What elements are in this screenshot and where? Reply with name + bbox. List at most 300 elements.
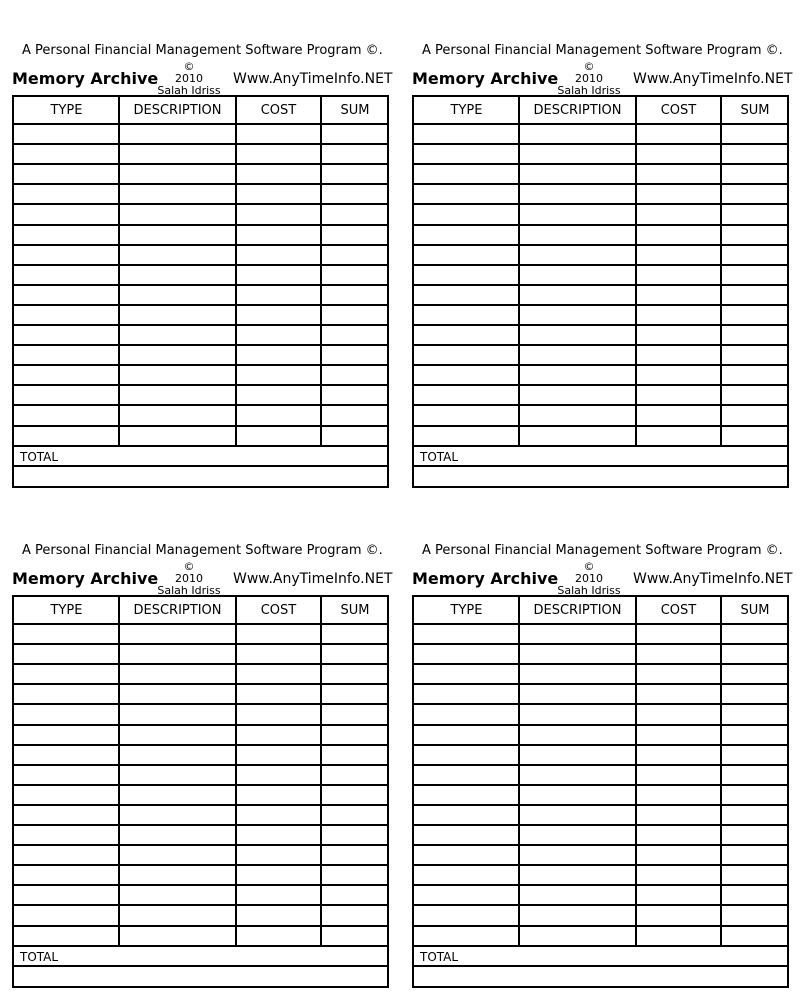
ledger-cell-description [119, 205, 236, 225]
ledger-cell-sum [321, 746, 389, 766]
ledger-cell-description [119, 145, 236, 165]
website-link: Www.AnyTimeInfo.NET [633, 571, 793, 587]
ledger-cell-sum [321, 927, 389, 947]
ledger-cell-description [119, 726, 236, 746]
ledger-cell-type [414, 726, 519, 746]
ledger-cell-cost [236, 346, 321, 366]
ledger-cell-description [519, 246, 636, 266]
ledger-card-bottom-left [12, 538, 393, 998]
ledger-cell-sum [721, 906, 789, 926]
ledger-cell-sum [321, 306, 389, 326]
ledger-cell-type [414, 185, 519, 205]
total-label: TOTAL [420, 449, 459, 464]
website-link: Www.AnyTimeInfo.NET [233, 71, 393, 87]
ledger-cell-description [519, 726, 636, 746]
ledger-cell-type [414, 286, 519, 306]
ledger-cell-cost [636, 427, 721, 447]
ledger-cell-description [519, 366, 636, 386]
ledger-cell-type [14, 125, 119, 145]
ledger-cell-description [119, 326, 236, 346]
copyright-year: 2010 [575, 572, 603, 585]
copyright-symbol: © [183, 60, 195, 73]
ledger-cell-sum [721, 346, 789, 366]
ledger-cell-description [519, 306, 636, 326]
column-header-cost: COST [260, 603, 297, 618]
ledger-table [12, 595, 389, 988]
ledger-cell-sum [721, 386, 789, 406]
column-header-description: DESCRIPTION [133, 103, 222, 118]
ledger-cell-cost [236, 685, 321, 705]
ledger-cell-type [414, 866, 519, 886]
app-title: Memory Archive [412, 69, 559, 88]
column-header-type: TYPE [450, 603, 483, 618]
ledger-cell-description [519, 226, 636, 246]
ledger-cell-sum [721, 165, 789, 185]
ledger-cell-type [414, 266, 519, 286]
ledger-cell-type [14, 185, 119, 205]
tagline: A Personal Financial Management Software Program ©. [22, 543, 383, 558]
ledger-cell-type [414, 125, 519, 145]
ledger-cell-cost [636, 306, 721, 326]
ledger-cell-sum [321, 427, 389, 447]
ledger-cell-cost [636, 766, 721, 786]
ledger-cell-cost [236, 427, 321, 447]
ledger-cell-cost [636, 246, 721, 266]
ledger-cell-description [119, 286, 236, 306]
ledger-cell-sum [721, 665, 789, 685]
ledger-cell-cost [636, 625, 721, 645]
ledger-cell-type [414, 366, 519, 386]
ledger-cell-sum [721, 886, 789, 906]
tagline: A Personal Financial Management Software Program ©. [422, 543, 783, 558]
ledger-cell-sum [721, 266, 789, 286]
ledger-cell-sum [721, 326, 789, 346]
ledger-cell-type [414, 685, 519, 705]
ledger-cell-type [414, 246, 519, 266]
ledger-cell-sum [321, 846, 389, 866]
ledger-cell-description [519, 746, 636, 766]
ledger-cell-type [14, 386, 119, 406]
ledger-cell-description [519, 386, 636, 406]
ledger-cell-description [519, 826, 636, 846]
ledger-cell-cost [236, 806, 321, 826]
ledger-cell-description [119, 746, 236, 766]
ledger-cell-sum [321, 866, 389, 886]
ledger-cell-description [119, 645, 236, 665]
ledger-cell-sum [721, 846, 789, 866]
ledger-cell-cost [236, 826, 321, 846]
ledger-cell-sum [321, 346, 389, 366]
ledger-cell-cost [236, 927, 321, 947]
total-label: TOTAL [420, 949, 459, 964]
total-label: TOTAL [20, 949, 59, 964]
ledger-cell-description [519, 185, 636, 205]
copyright-block [152, 561, 226, 597]
column-header-description: DESCRIPTION [533, 103, 622, 118]
ledger-cell-description [519, 886, 636, 906]
ledger-cell-type [414, 205, 519, 225]
ledger-cell-cost [236, 645, 321, 665]
ledger-cell-type [414, 165, 519, 185]
ledger-cell-cost [636, 746, 721, 766]
ledger-cell-type [14, 786, 119, 806]
ledger-cell-description [119, 306, 236, 326]
ledger-cell-sum [721, 726, 789, 746]
ledger-cell-type [14, 806, 119, 826]
app-title: Memory Archive [12, 569, 159, 588]
ledger-cell-cost [236, 306, 321, 326]
ledger-cell-cost [236, 705, 321, 725]
ledger-cell-type [14, 645, 119, 665]
ledger-cell-cost [636, 645, 721, 665]
ledger-cell-type [14, 406, 119, 426]
ledger-cell-description [119, 625, 236, 645]
ledger-cell-sum [321, 125, 389, 145]
ledger-cell-type [14, 906, 119, 926]
ledger-cell-cost [636, 826, 721, 846]
column-header-sum: SUM [740, 603, 770, 618]
ledger-cell-cost [236, 746, 321, 766]
ledger-cell-cost [236, 366, 321, 386]
ledger-cell-description [519, 685, 636, 705]
ledger-cell-sum [721, 766, 789, 786]
ledger-cell-cost [636, 326, 721, 346]
ledger-cell-description [519, 625, 636, 645]
ledger-cell-description [119, 685, 236, 705]
ledger-cell-type [14, 346, 119, 366]
ledger-cell-cost [636, 226, 721, 246]
ledger-cell-cost [236, 185, 321, 205]
ledger-cell-type [414, 625, 519, 645]
ledger-cell-type [414, 786, 519, 806]
ledger-cell-description [119, 366, 236, 386]
website-link: Www.AnyTimeInfo.NET [233, 571, 393, 587]
ledger-cell-description [519, 427, 636, 447]
ledger-cell-description [519, 786, 636, 806]
ledger-cell-sum [321, 665, 389, 685]
ledger-cell-cost [236, 786, 321, 806]
ledger-table [12, 95, 389, 488]
ledger-cell-sum [321, 226, 389, 246]
ledger-cell-sum [321, 886, 389, 906]
ledger-cell-cost [236, 226, 321, 246]
ledger-cell-sum [321, 246, 389, 266]
ledger-cell-description [519, 645, 636, 665]
ledger-cell-description [519, 705, 636, 725]
ledger-cell-sum [321, 645, 389, 665]
ledger-cell-sum [721, 625, 789, 645]
total-divider [14, 965, 387, 967]
ledger-cell-cost [236, 406, 321, 426]
ledger-cell-description [519, 286, 636, 306]
ledger-cell-description [119, 705, 236, 725]
ledger-cell-type [414, 427, 519, 447]
column-header-description: DESCRIPTION [133, 603, 222, 618]
ledger-cell-sum [721, 246, 789, 266]
ledger-cell-cost [236, 766, 321, 786]
ledger-cell-sum [721, 806, 789, 826]
ledger-cell-sum [321, 205, 389, 225]
column-header-cost: COST [260, 103, 297, 118]
ledger-cell-cost [636, 145, 721, 165]
ledger-cell-type [414, 846, 519, 866]
ledger-cell-cost [636, 806, 721, 826]
ledger-cell-cost [636, 726, 721, 746]
ledger-cell-description [519, 145, 636, 165]
ledger-cell-type [414, 766, 519, 786]
ledger-card-top-right [412, 38, 793, 498]
ledger-cell-cost [636, 386, 721, 406]
column-header-sum: SUM [740, 103, 770, 118]
ledger-cell-description [119, 786, 236, 806]
ledger-table [412, 595, 789, 988]
ledger-cell-type [14, 726, 119, 746]
ledger-cell-description [519, 866, 636, 886]
total-divider [414, 465, 787, 467]
ledger-cell-sum [321, 326, 389, 346]
ledger-cell-description [119, 766, 236, 786]
ledger-cell-description [519, 846, 636, 866]
copyright-block [152, 61, 226, 97]
copyright-year: 2010 [175, 72, 203, 85]
ledger-cell-sum [321, 145, 389, 165]
ledger-cell-description [519, 406, 636, 426]
ledger-cell-type [14, 766, 119, 786]
ledger-cell-type [14, 286, 119, 306]
app-title: Memory Archive [12, 69, 159, 88]
copyright-block [552, 61, 626, 97]
total-divider [414, 965, 787, 967]
ledger-cell-cost [236, 866, 321, 886]
column-header-sum: SUM [340, 603, 370, 618]
ledger-cell-type [414, 746, 519, 766]
ledger-cell-cost [636, 185, 721, 205]
ledger-cell-type [14, 306, 119, 326]
ledger-cell-type [14, 246, 119, 266]
ledger-cell-sum [721, 427, 789, 447]
ledger-cell-sum [321, 906, 389, 926]
copyright-block [552, 561, 626, 597]
ledger-cell-cost [236, 246, 321, 266]
ledger-cell-type [14, 665, 119, 685]
ledger-cell-sum [721, 866, 789, 886]
ledger-card-bottom-right [412, 538, 793, 998]
ledger-cell-type [14, 427, 119, 447]
ledger-cell-cost [236, 266, 321, 286]
ledger-cell-type [14, 746, 119, 766]
ledger-cell-type [414, 386, 519, 406]
ledger-cell-cost [636, 406, 721, 426]
ledger-cell-sum [721, 366, 789, 386]
ledger-cell-description [119, 826, 236, 846]
ledger-cell-type [14, 266, 119, 286]
ledger-cell-cost [636, 665, 721, 685]
ledger-cell-type [14, 165, 119, 185]
ledger-cell-sum [321, 786, 389, 806]
column-header-type: TYPE [50, 103, 83, 118]
ledger-cell-type [14, 625, 119, 645]
ledger-cell-description [119, 386, 236, 406]
ledger-cell-sum [721, 645, 789, 665]
ledger-cell-type [414, 826, 519, 846]
ledger-cell-cost [236, 886, 321, 906]
ledger-cell-type [414, 705, 519, 725]
ledger-cell-sum [321, 826, 389, 846]
ledger-cell-sum [321, 685, 389, 705]
app-title: Memory Archive [412, 569, 559, 588]
ledger-cell-sum [321, 165, 389, 185]
ledger-cell-cost [236, 665, 321, 685]
ledger-cell-cost [636, 685, 721, 705]
ledger-cell-cost [236, 145, 321, 165]
ledger-cell-type [414, 346, 519, 366]
ledger-cell-cost [636, 866, 721, 886]
column-header-cost: COST [660, 603, 697, 618]
ledger-cell-type [414, 406, 519, 426]
ledger-cell-description [119, 165, 236, 185]
ledger-cell-type [14, 826, 119, 846]
ledger-cell-sum [721, 185, 789, 205]
copyright-symbol: © [583, 560, 595, 573]
ledger-cell-description [519, 906, 636, 926]
ledger-cell-description [119, 906, 236, 926]
ledger-cell-cost [636, 786, 721, 806]
ledger-cell-sum [321, 766, 389, 786]
ledger-cell-type [414, 306, 519, 326]
ledger-cell-type [14, 685, 119, 705]
ledger-cell-sum [321, 625, 389, 645]
ledger-cell-cost [236, 386, 321, 406]
ledger-cell-cost [636, 346, 721, 366]
ledger-cell-cost [236, 286, 321, 306]
ledger-cell-description [519, 205, 636, 225]
tagline: A Personal Financial Management Software Program ©. [22, 43, 383, 58]
ledger-cell-sum [721, 685, 789, 705]
ledger-cell-description [519, 165, 636, 185]
ledger-cell-description [519, 927, 636, 947]
ledger-card-top-left [12, 38, 393, 498]
author-name: Salah Idriss [157, 584, 221, 597]
ledger-cell-sum [721, 306, 789, 326]
column-header-description: DESCRIPTION [533, 603, 622, 618]
ledger-cell-sum [321, 705, 389, 725]
ledger-cell-description [519, 806, 636, 826]
ledger-cell-sum [321, 726, 389, 746]
ledger-cell-description [519, 266, 636, 286]
ledger-cell-cost [236, 205, 321, 225]
ledger-cell-description [119, 806, 236, 826]
ledger-cell-description [519, 125, 636, 145]
ledger-cell-cost [636, 125, 721, 145]
ledger-cell-type [14, 846, 119, 866]
ledger-cell-sum [321, 366, 389, 386]
ledger-cell-description [119, 927, 236, 947]
ledger-cell-sum [721, 705, 789, 725]
ledger-cell-description [119, 846, 236, 866]
ledger-cell-type [14, 705, 119, 725]
ledger-cell-type [414, 145, 519, 165]
ledger-cell-type [414, 806, 519, 826]
ledger-cell-sum [721, 826, 789, 846]
total-divider [14, 465, 387, 467]
ledger-cell-sum [321, 386, 389, 406]
ledger-cell-cost [636, 927, 721, 947]
ledger-cell-type [14, 326, 119, 346]
ledger-cell-cost [236, 726, 321, 746]
ledger-table [412, 95, 789, 488]
ledger-cell-type [414, 927, 519, 947]
ledger-cell-sum [721, 786, 789, 806]
ledger-cell-type [414, 886, 519, 906]
ledger-cell-sum [721, 286, 789, 306]
ledger-cell-description [119, 866, 236, 886]
ledger-cell-description [519, 766, 636, 786]
ledger-cell-type [414, 226, 519, 246]
ledger-cell-description [519, 346, 636, 366]
copyright-year: 2010 [175, 572, 203, 585]
ledger-cell-cost [636, 705, 721, 725]
ledger-cell-type [14, 886, 119, 906]
author-name: Salah Idriss [157, 84, 221, 97]
ledger-cell-sum [721, 145, 789, 165]
ledger-cell-cost [636, 286, 721, 306]
ledger-cell-sum [321, 406, 389, 426]
copyright-symbol: © [183, 560, 195, 573]
ledger-cell-cost [636, 846, 721, 866]
ledger-cell-sum [721, 406, 789, 426]
ledger-cell-sum [721, 125, 789, 145]
author-name: Salah Idriss [557, 584, 621, 597]
column-header-type: TYPE [450, 103, 483, 118]
ledger-cell-description [119, 226, 236, 246]
ledger-cell-type [414, 665, 519, 685]
column-header-cost: COST [660, 103, 697, 118]
ledger-cell-description [119, 246, 236, 266]
ledger-cell-cost [236, 125, 321, 145]
copyright-year: 2010 [575, 72, 603, 85]
ledger-cell-type [14, 145, 119, 165]
ledger-cell-description [119, 185, 236, 205]
ledger-cell-type [414, 645, 519, 665]
ledger-cell-type [14, 205, 119, 225]
ledger-cell-cost [636, 266, 721, 286]
ledger-cell-description [119, 346, 236, 366]
ledger-cell-description [119, 406, 236, 426]
ledger-cell-type [14, 366, 119, 386]
tagline: A Personal Financial Management Software Program ©. [422, 43, 783, 58]
ledger-cell-cost [636, 906, 721, 926]
ledger-cell-type [14, 866, 119, 886]
ledger-cell-sum [721, 927, 789, 947]
ledger-cell-sum [321, 266, 389, 286]
ledger-cell-description [119, 886, 236, 906]
ledger-cell-sum [321, 185, 389, 205]
ledger-cell-cost [636, 205, 721, 225]
ledger-cell-cost [236, 165, 321, 185]
ledger-cell-description [119, 266, 236, 286]
ledger-cell-description [519, 326, 636, 346]
ledger-cell-type [14, 226, 119, 246]
website-link: Www.AnyTimeInfo.NET [633, 71, 793, 87]
ledger-cell-cost [236, 326, 321, 346]
ledger-cell-sum [721, 205, 789, 225]
ledger-cell-description [119, 427, 236, 447]
ledger-cell-sum [721, 226, 789, 246]
total-label: TOTAL [20, 449, 59, 464]
ledger-cell-cost [236, 906, 321, 926]
ledger-cell-description [119, 665, 236, 685]
ledger-cell-sum [321, 286, 389, 306]
